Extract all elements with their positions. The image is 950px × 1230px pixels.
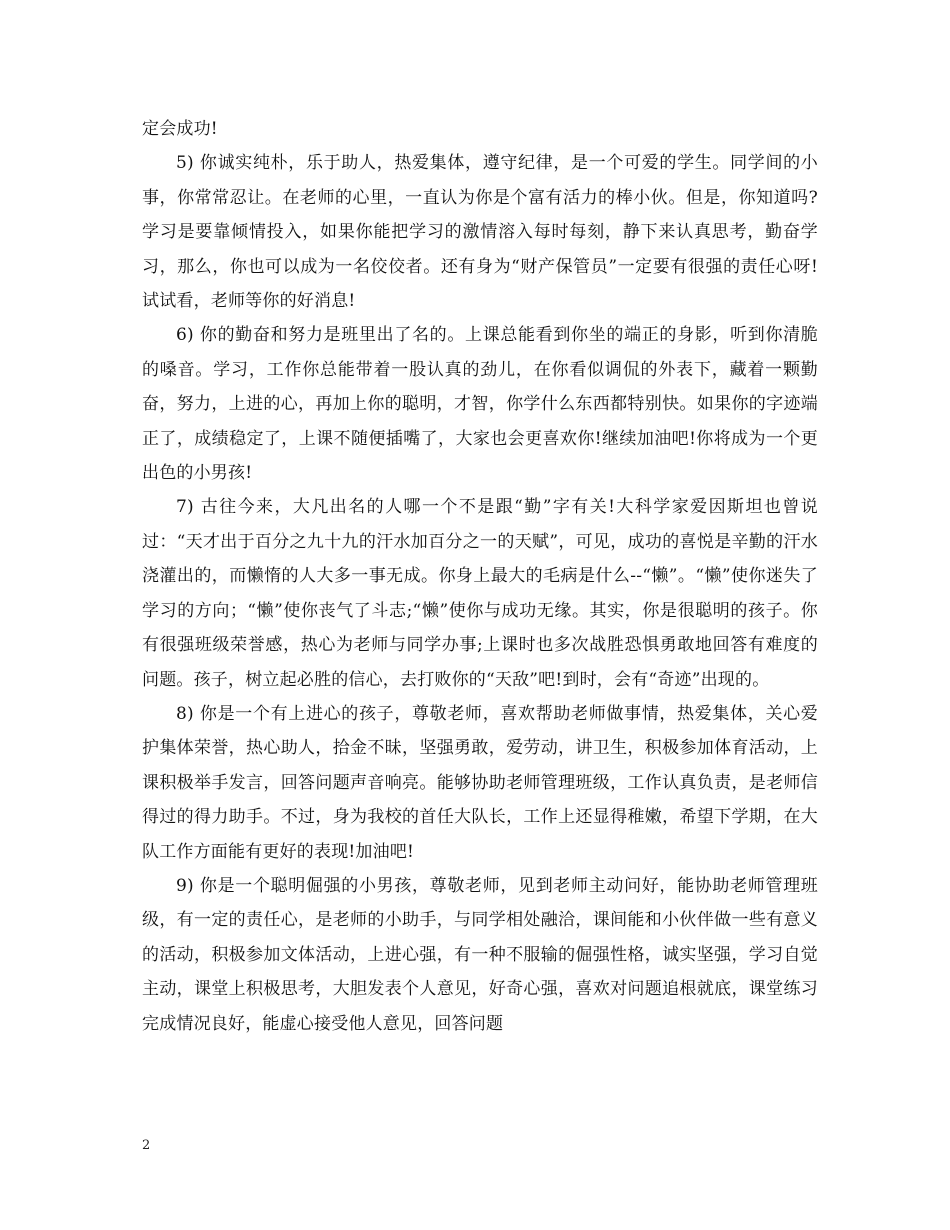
paragraph-item-9: 9) 你是一个聪明倔强的小男孩，尊敬老师，见到老师主动问好，能协助老师管理班级，有一定的责任心，是老师的小助手，与同学相处融洽，课间能和小伙伴做一些有意义的活动，积极参加文体活动，上进心强，有一种不服输的倔强性格，诚实坚强，学习自觉主动，课堂上积极思考，大胆发表个人意见，好奇心强，喜欢对问题追根就底，课堂练习完成情况良好，能虚心接受他人意见，回答问题 — [142, 875, 818, 1034]
page-number: 2 — [142, 1138, 151, 1153]
document-body — [142, 112, 818, 1041]
paragraph-item-6: 6) 你的勤奋和努力是班里出了名的。上课总能看到你坐的端正的身影，听到你清脆的嗓音。学习，工作你总能带着一股认真的劲儿，在你看似调侃的外表下，藏着一颗勤奋，努力，上进的心，再加上你的聪明，才智，你学什么东西都特别快。如果你的字迹端正了，成绩稳定了，上课不随便插嘴了，大家也会更喜欢你!继续加油吧!你将成为一个更出色的小男孩! — [142, 325, 818, 484]
paragraph-item-5: 5) 你诚实纯朴，乐于助人，热爱集体，遵守纪律，是一个可爱的学生。同学间的小事，你常常忍让。在老师的心里，一直认为你是个富有活力的棒小伙。但是，你知道吗?学习是要靠倾情投入，如果你能把学习的激情溶入每时每刻，静下来认真思考，勤奋学习，那么，你也可以成为一名佼佼者。还有身为“财产保管员”一定要有很强的责任心呀!试试看，老师等你的好消息! — [142, 153, 818, 312]
paragraph-continuation: 定会成功! — [142, 119, 218, 139]
paragraph-item-7: 7) 古往今来，大凡出名的人哪一个不是跟“勤”字有关!大科学家爱因斯坦也曾说过：“天才出于百分之九十九的汗水加百分之一的天赋”，可见，成功的喜悦是辛勤的汗水浇灌出的，而懒惰的人大多一事无成。你身上最大的毛病是什么--“懒”。“懒”使你迷失了学习的方向；“懒”使你丧气了斗志;“懒”使你与成功无缘。其实，你是很聪明的孩子。你有很强班级荣誉感，热心为老师与同学办事;上课时也多次战胜恐惧勇敢地回答有难度的问题。孩子，树立起必胜的信心，去打败你的“天敌”吧!到时，会有“奇迹”出现的。 — [142, 497, 818, 690]
paragraph-item-8: 8) 你是一个有上进心的孩子，尊敬老师，喜欢帮助老师做事情，热爱集体，关心爱护集体荣誉，热心助人，拾金不昧，坚强勇敢，爱劳动，讲卫生，积极参加体育活动，上课积极举手发言，回答问题声音响亮。能够协助老师管理班级，工作认真负责，是老师信得过的得力助手。不过，身为我校的首任大队长，工作上还显得稚嫩，希望下学期，在大队工作方面能有更好的表现!加油吧! — [142, 703, 818, 862]
